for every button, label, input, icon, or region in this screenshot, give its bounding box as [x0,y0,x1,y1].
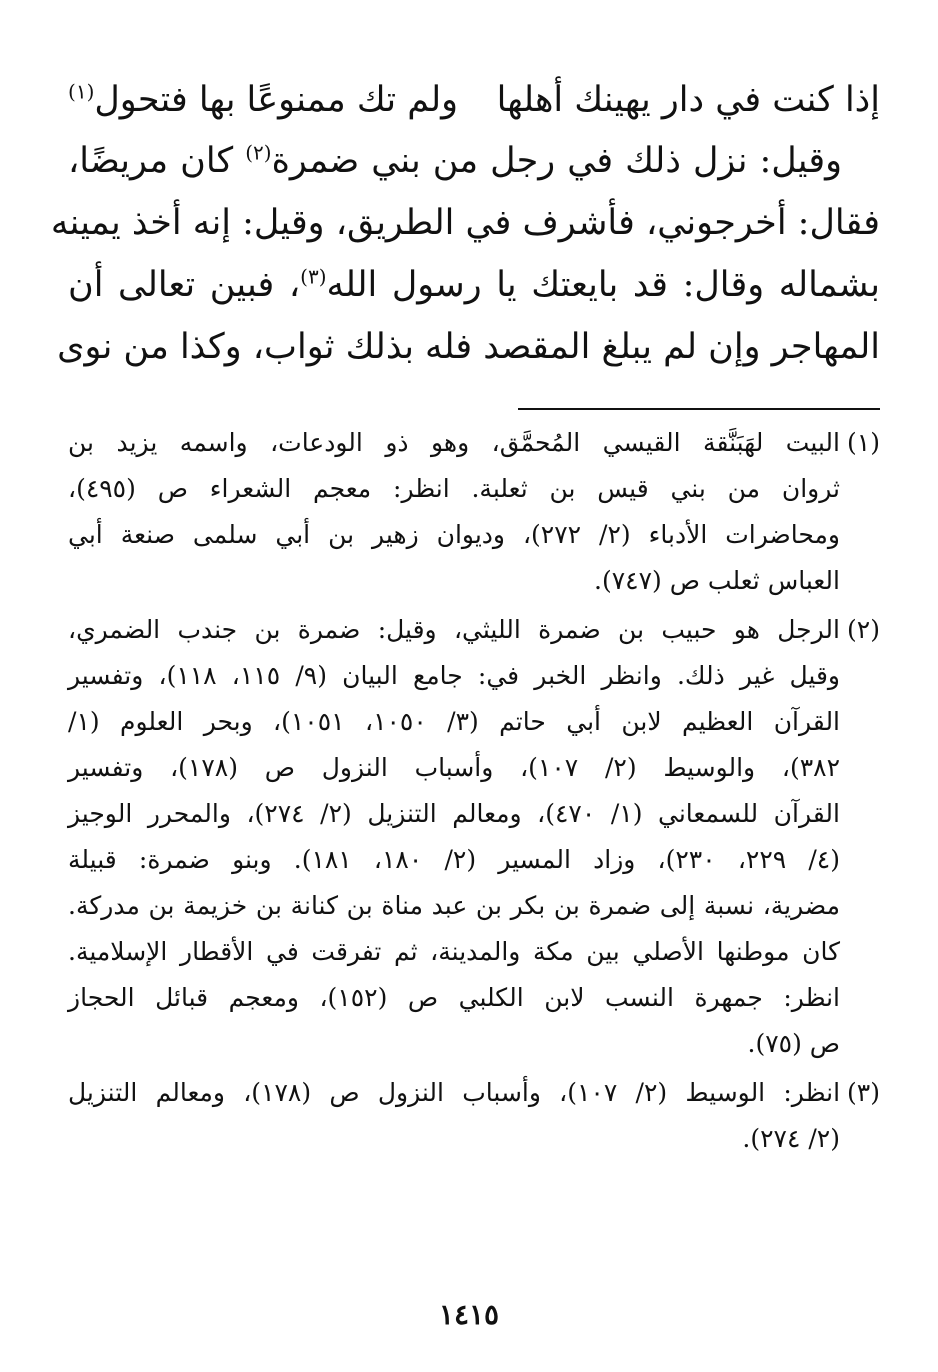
footnote-line: وقيل غير ذلك. وانظر الخبر في: جامع البيان (٩/ ١١٥، ١١٨)، وتفسير [68,661,841,690]
footnote-line: مضرية، نسبة إلى ضمرة بن بكر بن عبد مناة بن كنانة بن خزيمة بن مدركة. [68,891,840,920]
footnote-body [68,420,840,604]
verse-second-hemistich-text: ولم تك ممنوعًا بها فتحول [94,80,459,120]
verse-first-hemistich: إذا كنت في دار يهينك أهلها [496,80,880,120]
main-text-line-1-part-a: وقيل: نزل ذلك في رجل من بني ضمرة [271,141,842,181]
main-text-line-4: المهاجر وإن لم يبلغ المقصد فله بذلك ثواب، وكذا من نوى [57,327,880,367]
footnote-line: الرجل هو حبيب بن ضمرة الليثي، وقيل: ضمرة بن جندب الضمري، [68,615,840,644]
footnotes [68,420,880,1162]
footnote-line: القرآن العظيم لابن أبي حاتم (٣/ ١٠٥٠، ١٠٥١)، وبحر العلوم (١/ [68,707,841,736]
footnote-number: (٣) [847,1078,880,1107]
footnote-line: (٤/ ٢٢٩، ٢٣٠)، وزاد المسير (٢/ ١٨٠، ١٨١). وبنو ضمرة: قبيلة [68,845,840,874]
footnote-number: (٢) [847,615,880,644]
footnote-divider [518,408,880,410]
main-text-line-2: فقال: أخرجوني، فأشرف في الطريق، وقيل: إنه أخذ يمينه [50,203,880,243]
main-text-line-3-part-a: بشماله وقال: قد بايعتك يا رسول الله [326,265,880,305]
footnote-line: انظر: الوسيط (٢/ ١٠٧)، وأسباب النزول ص (١٧٨)، ومعالم التنزيل [68,1078,841,1107]
footnote-line: ثروان من بني قيس بن ثعلبة. انظر: معجم الشعراء ص (٤٩٥)، [68,474,840,503]
page-number: ١٤١٥ [438,1298,500,1331]
footnote-marker-1: (١) [68,79,95,104]
main-text-line-3-part-b: ، فبين تعالى أن [68,265,301,305]
footnote-line: كان موطنها الأصلي بين مكة والمدينة، ثم تفرقت في الأقطار الإسلامية. [68,937,840,966]
footnote-3 [68,1070,880,1162]
footnote-body [68,1070,840,1162]
footnote-line: (٢/ ٢٧٤). [742,1124,840,1153]
footnote-line: ص (٧٥). [747,1029,840,1058]
footnote-line: ومحاضرات الأدباء (٢/ ٢٧٢)، وديوان زهير بن أبي سلمى صنعة أبي [68,520,840,549]
footnote-number: (١) [847,428,880,457]
page-content [50,70,880,1165]
footnote-line: القرآن للسمعاني (١/ ٤٧٠)، ومعالم التنزيل (٢/ ٢٧٤)، والمحرر الوجيز [68,799,840,828]
poetry-verse [68,70,880,130]
footnote-marker-2: (٢) [245,140,272,165]
main-text-line-3 [68,254,880,316]
footnote-2 [68,607,880,1067]
main-text-line-1-part-b: كان مريضًا، [68,141,246,181]
main-text [50,130,880,378]
footnote-line: ٣٨٢)، والوسيط (٢/ ١٠٧)، وأسباب النزول ص (١٧٨)، وتفسير [68,753,841,782]
main-text-line-1 [68,130,880,192]
footnote-line: البيت لهَبَنَّقة القيسي المُحمَّق، وهو ذو الودعات، واسمه يزيد بن [68,428,840,457]
footnote-body [68,607,840,1067]
footnote-line: العباس ثعلب ص (٧٤٧). [594,566,840,595]
verse-second-hemistich [68,70,458,130]
footnote-line: انظر: جمهرة النسب لابن الكلبي ص (١٥٢)، ومعجم قبائل الحجاز [68,983,840,1012]
footnote-marker-3: (٣) [300,264,327,289]
footnote-1 [68,420,880,604]
